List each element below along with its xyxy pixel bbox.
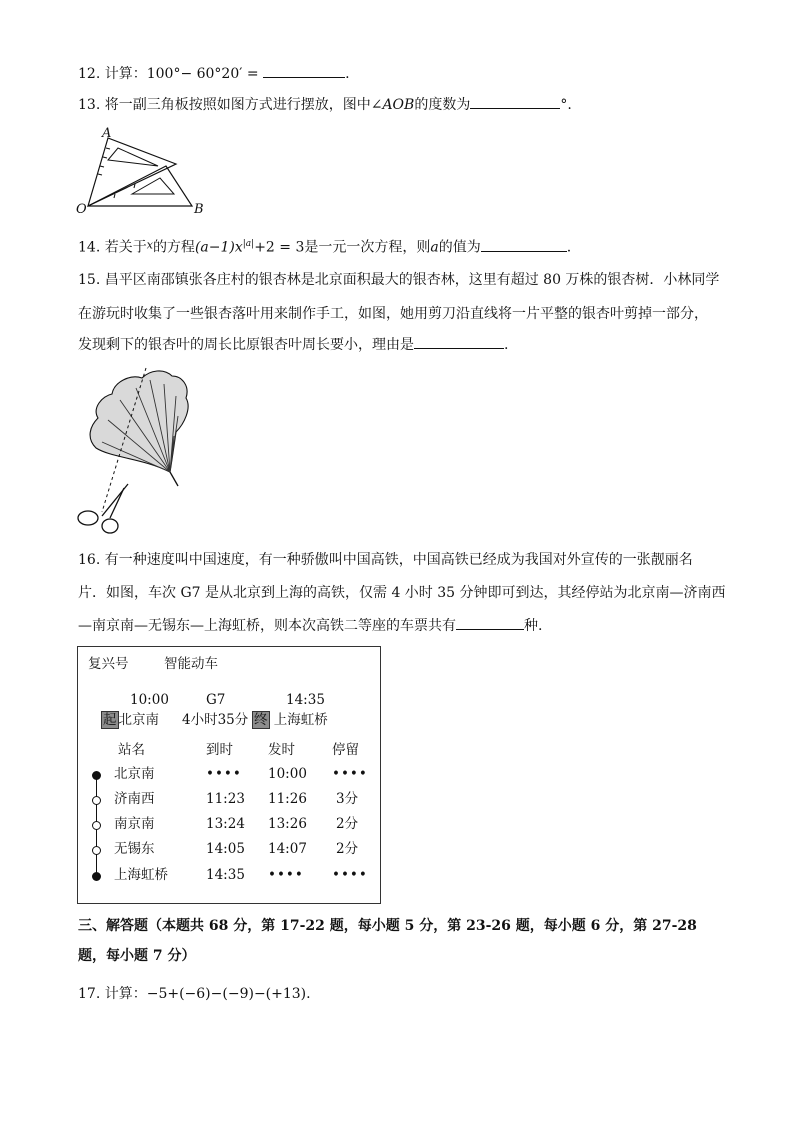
q16-line1: 16. 有一种速度叫中国速度，有一种骄傲叫中国高铁，中国高铁已经成为我国对外宣传的一张靓丽名 [78,552,693,568]
start-tag: 起 [103,712,117,728]
question-14 [78,234,571,258]
row-station: 上海虹桥 [114,867,168,883]
q14-equation-tail: +2 = 3 [254,239,305,256]
header-arrive: 到时 [206,742,233,758]
row-depart: 14:07 [268,841,307,857]
route-line [101,711,159,729]
train-brand: 复兴号 [88,656,129,672]
end-tag: 终 [254,712,268,728]
q14-text4: 的值为 [438,239,481,256]
row-station: 济南西 [114,791,155,807]
q12-suffix: . [345,66,350,82]
header-station: 站名 [118,742,145,758]
station-dot [92,846,101,855]
q14-var-a: a [430,239,439,256]
row-arrive: 13:24 [206,816,245,832]
q14-equation: (a−1)x [194,239,243,256]
triangle-rulers-drawing [74,126,214,218]
row-station: 南京南 [114,816,155,832]
route-to: 上海虹桥 [273,712,328,728]
q17-prefix: 17. 计算： [78,986,147,1002]
q13-text: 13. 将一副三角板按照如图方式进行摆放，图中 [78,97,371,113]
question-13 [78,94,572,115]
ginkgo-leaf-figure [72,366,192,534]
row-stop: •••• [332,766,368,782]
question-17 [78,984,311,1004]
q15-answer-blank[interactable] [414,334,504,349]
q15-line1: 15. 昌平区南邵镇张各庄村的银杏林是北京面积最大的银杏林，这里有超过 80 万株的银杏树．小林同学 [78,272,720,288]
row-stop: 2分 [336,816,359,832]
q14-exponent: |a| [242,239,255,249]
section-3-heading-line2: 题，每小题 7 分） [78,948,196,964]
label-b: B [194,202,204,217]
row-stop: 2分 [336,841,359,857]
q12-prefix: 12. 计算： [78,66,147,82]
section-3-heading-line1: 三、解答题（本题共 68 分，第 17-22 题，每小题 5 分，第 23-26 题，每小题 6 分，第 27-28 [78,918,697,934]
row-station: 北京南 [114,766,155,782]
route-end [252,711,328,729]
q15-suffix: . [504,337,509,353]
question-15-line3 [78,334,508,355]
q14-answer-blank[interactable] [481,237,567,252]
q12-expression: 100°− 60°20′ = [146,66,259,82]
q14-var-x: x [146,238,153,252]
header-stop: 停留 [332,742,359,758]
label-o: O [76,202,87,217]
row-depart: 10:00 [268,766,307,782]
q13-answer-blank[interactable] [470,94,560,109]
train-timetable-box [77,646,381,904]
depart-time: 10:00 [130,692,169,708]
q16-line2: 片．如图，车次 G7 是从北京到上海的高铁，仅需 4 小时 35 分钟即可到达，其经停站为北京南—济南西 [78,585,726,601]
q13-text2: 的度数为 [414,97,471,113]
q14-text3: 是一元一次方程，则 [304,239,431,256]
train-number: G7 [206,692,226,708]
q13-suffix: °. [560,97,572,113]
question-12 [78,63,350,84]
row-stop: •••• [332,867,368,883]
route-from: 北京南 [118,712,159,728]
q16-line3: —南京南—无锡东—上海虹桥，则本次高铁二等座的车票共有 [78,618,456,634]
row-depart: 11:26 [268,791,307,807]
row-station: 无锡东 [114,841,155,857]
q15-line3: 发现剩下的银杏叶的周长比原银杏叶周长要小，理由是 [78,337,414,353]
triangle-rulers-figure [74,126,214,218]
route-duration: 4小时35分 [182,712,249,728]
q12-answer-blank[interactable] [263,63,345,78]
row-arrive: 14:05 [206,841,245,857]
row-depart: 13:26 [268,816,307,832]
q15-line2: 在游玩时收集了一些银杏落叶用来制作手工，如图，她用剪刀沿直线将一片平整的银杏叶剪掉一部分， [78,306,708,322]
q16-suffix: 种. [524,618,543,634]
q14-suffix: . [566,239,572,256]
q14-text1: 14. 若关于 [78,239,147,256]
row-arrive: 11:23 [206,791,245,807]
q16-answer-blank[interactable] [456,615,524,630]
row-stop: 3分 [336,791,359,807]
q17-expression: −5+(−6)−(−9)−(+13) [146,986,307,1002]
q14-text2: 的方程 [152,239,195,256]
station-dot [92,796,101,805]
q13-angle: ∠AOB [370,97,415,113]
station-dot-filled [92,872,101,881]
train-type: 智能动车 [164,656,218,672]
station-dot-filled [92,771,101,780]
q17-suffix: . [306,986,311,1002]
header-depart: 发时 [268,742,295,758]
arrive-time: 14:35 [286,692,325,708]
row-depart: •••• [268,867,304,883]
row-arrive: 14:35 [206,867,245,883]
label-a: A [102,126,112,141]
station-dot [92,821,101,830]
row-arrive: •••• [206,766,242,782]
question-16-line3 [78,615,542,636]
ginkgo-leaf-drawing [72,366,192,534]
